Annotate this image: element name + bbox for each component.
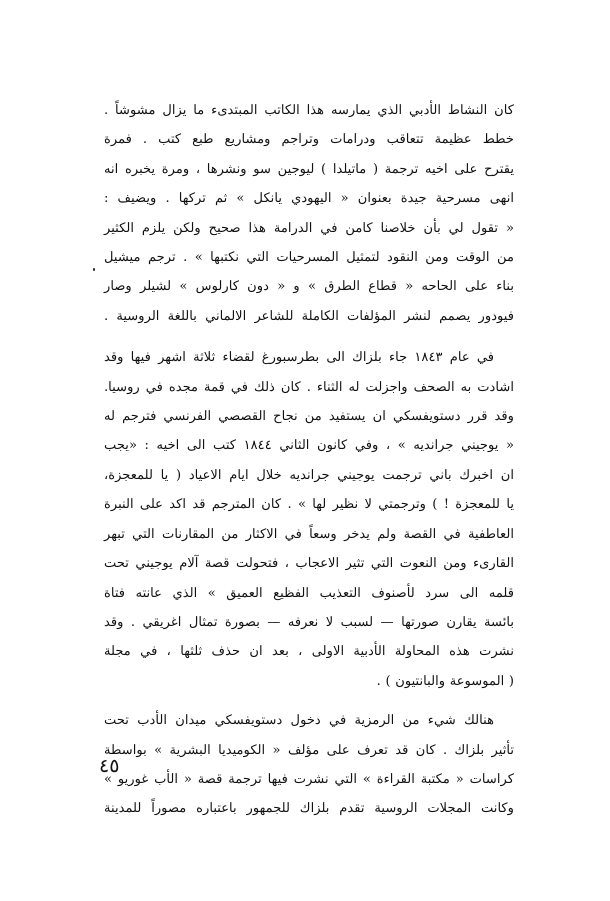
text-line: قلمه الى سرد لأصنوف التعذيب الفظيع العميق » الذي عانته فتاة <box>104 585 514 601</box>
ink-speck <box>93 268 95 271</box>
paragraph-1 <box>104 96 514 331</box>
text-line: تأثير بلزاك . كان قد تعرف على مؤلف « الكوميديا البشرية » بواسطة <box>104 742 514 758</box>
text-line: انهى مسرحية جيدة بعنوان « اليهودي يانكل » ثم تركها . ويضيف : <box>104 191 514 207</box>
text-line: ان اخبرك باني ترجمت يوجيني جرانديه خلال ايام الاعياد ( يا للمعجزة، <box>104 467 514 483</box>
text-line: نشرت هذه المحاولة الأدبية الاولى ، بعد ان حذف ثلثها ، في مجلة <box>104 644 514 660</box>
paragraph-3 <box>104 706 514 824</box>
text-line: كراسات « مكتبة القراءة » التي نشرت فيها ترجمة قصة « الأب غوريو » <box>104 771 514 787</box>
paragraph-2 <box>104 343 514 696</box>
text-line: هنالك شيء من الرمزية في دخول دستويفسكي ميدان الأدب تحت <box>104 713 494 729</box>
text-line: كان النشاط الأدبي الذي يمارسه هذا الكاتب المبتدىء ما يزال مشوشاً . <box>104 103 514 118</box>
page-number: ٤٥ <box>99 755 120 777</box>
text-line: بناء على الحاحه « قطاع الطرق » و « دون كارلوس » لشيلر وصار <box>104 279 514 295</box>
text-line: اشادت به الصحف واجزلت له الثناء . كان ذلك في قمة مجده في روسيا. <box>104 379 514 395</box>
text-line: القارىء ومن النعوت التي تثير الاعجاب ، فتحولت قصة آلام يوجيني تحت <box>104 556 514 572</box>
text-line: العاطفية في القصة ولم يدخر وسعاً في الاكثار من المقارنات التي تبهر <box>104 526 514 542</box>
text-line: « يوجيني جرانديه » ، وفي كانون الثاني ١٨٤٤ كتب الى اخيه : «يجب <box>104 438 514 454</box>
text-line: من الوقت ومن النقود لتمثيل المسرحيات التي نكتبها » . ترجم ميشيل <box>104 250 514 266</box>
text-line: في عام ١٨٤٣ جاء بلزاك الى بطرسبورغ لقضاء ثلاثة اشهر فيها وقد <box>104 350 494 366</box>
text-line: « تقول لي بأن خلاصنا كامن في الدرامة هذا صحيح ولكن يلزم الكثير <box>104 220 514 236</box>
text-line: يا للمعجزة ! ) وترجمتي لا نظير لها » . كان المترجم قد اكد على النبرة <box>104 497 514 513</box>
text-line: وكانت المجلات الروسية تقدم بلزاك للجمهور باعتباره مصوراً للمدينة <box>104 801 514 817</box>
text-line: وقد قرر دستويفسكي ان يستفيد من نجاح القصصي الفرنسي فترجم له <box>104 409 514 425</box>
text-line: خطط عظيمة تتعاقب ودرامات وتراجم ومشاريع طبع كتب . فمرة <box>104 132 514 148</box>
text-line: يقترح على اخيه ترجمة ( ماتيلدا ) ليوجين سو ونشرها ، ومرة يخبره انه <box>104 161 514 177</box>
text-line: بائسة يقارن صورتها — لسبب لا نعرفه — بصورة تمثال اغريقي . وقد <box>104 614 514 630</box>
text-line: فيودور يصمم لنشر المؤلفات الكاملة للشاعر الالماني باللغة الروسية . <box>104 308 514 324</box>
book-page <box>104 96 514 824</box>
text-line: ( الموسوعة والبانتيون ) . <box>376 673 514 689</box>
